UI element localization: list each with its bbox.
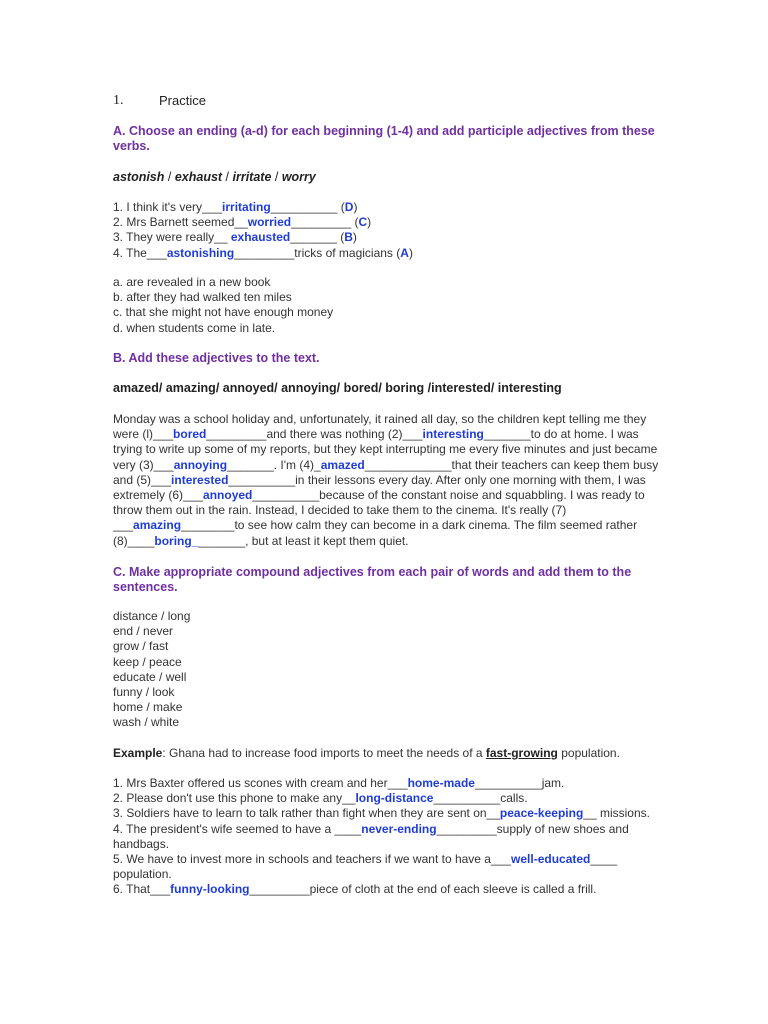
section-a-verbs: astonish / exhaust / irritate / worry [113,170,316,184]
item-text: _______ ( [290,230,345,245]
text-segment: _______, but at least it kept them quiet. [198,533,409,548]
text-segment: _________supply of new shoes and [436,821,629,836]
item-text: 2. Mrs Barnett seemed__ [113,215,248,230]
section-a-items [113,200,703,261]
text-segment: _______to do at home. I was [483,427,639,442]
answer: worried [247,215,292,230]
item-text: 3. They were really__ [113,230,231,245]
section-b-word-list: amazed/ amazing/ annoyed/ annoying/ bored/ boring /interested/ interesting [113,381,562,395]
text-segment: population. [113,867,172,882]
text-segment: very (3)___ [113,457,174,472]
word-pair: educate / well [113,669,187,684]
exercise-item [113,230,703,245]
answer: amazing [133,518,182,533]
paragraph-line [113,518,698,533]
text-segment: extremely (6)___ [113,488,204,503]
answer: boring_ [154,533,199,548]
text-segment: ____ [590,852,618,867]
paragraph-line [113,503,698,518]
section-c-sentences [113,776,698,898]
text-segment: _________and there was nothing (2)___ [206,427,423,442]
text-segment: trying to write up some of my reports, but they kept interrupting me every five minutes and just became [113,442,658,457]
sentence-line [113,791,698,806]
sentence-line [113,806,698,821]
text-segment: Monday was a school holiday and, unfortunately, it rained all day, so the children kept telling me they [113,412,647,426]
paragraph-line [113,412,698,427]
text-segment: 6. That___ [113,882,171,897]
section-b-text [113,412,698,549]
section-a-heading: A. Choose an ending (a-d) for each beginning (1-4) and add participle adjectives from these verbs. [113,124,655,153]
answer: well-educated [511,852,591,867]
answer: never-ending [361,821,437,836]
answer: peace-keeping [499,806,584,821]
text-segment: _____________that their teachers can keep them busy [364,457,659,472]
word-pair: distance / long [113,609,191,623]
paragraph-line [113,442,698,457]
section-c-word-pairs [113,609,703,731]
text-segment: ___ [113,518,134,533]
item-text: _________ ( [291,215,359,230]
answer: exhausted [230,230,291,245]
answer: annoying [173,457,228,472]
answer: home-made [407,776,475,790]
section-title: Practice [159,93,206,108]
text-segment: _________piece of cloth at the end of each sleeve is called a frill. [249,882,597,897]
ending-item: b. after they had walked ten miles [113,290,292,305]
example-text: : Ghana had to increase food imports to meet the needs of a [162,746,486,760]
text-segment: _______. I'm (4)_ [227,457,321,472]
item-text: __________ ( [270,200,345,214]
word-pair: end / never [113,624,174,639]
item-text: _________tricks of magicians ( [234,245,401,260]
sentence-line [113,822,698,837]
answer-letter: D [344,200,354,214]
text-segment: __________calls. [433,791,528,806]
text-segment: handbags. [113,836,170,851]
word-pair: funny / look [113,685,175,700]
paragraph-line [113,473,698,488]
verb: exhaust [174,170,223,184]
word-pair: keep / peace [113,654,182,669]
sentence-line [113,867,698,882]
section-header [113,92,206,109]
section-c-heading: C. Make appropriate compound adjectives from each pair of words and add them to the sentences. [113,565,632,594]
text-segment: throw them out in the rain. Instead, I decided to take them to the cinema. It's really (7) [113,503,567,518]
sentence-line [113,882,698,897]
item-text: ) [367,215,372,230]
section-b-heading: B. Add these adjectives to the text. [113,351,320,365]
answer: irritating [222,200,271,214]
example-label: Example [113,746,163,760]
text-segment: 1. Mrs Baxter offered us scones with cream and her___ [113,776,408,790]
sentence-line [113,776,698,791]
sentence-line [113,837,698,852]
text-segment: (8)____ [113,533,155,548]
answer-letter: A [400,245,409,260]
verb: worry [281,170,316,184]
word-pair: home / make [113,700,183,715]
exercise-item [113,215,703,230]
exercise-item [113,246,703,261]
text-segment: 5. We have to invest more in schools and teachers if we want to have a___ [113,852,512,867]
verb: irritate [232,170,272,184]
ending-item: d. when students come in late. [113,320,276,335]
answer: interested [171,472,229,487]
item-text: 4. The___ [113,245,167,260]
text-segment: __________because of the constant noise and squabbling. I was ready to [252,488,645,503]
word-pair: wash / white [113,715,180,730]
answer: annoyed [203,488,253,503]
item-text: ) [353,200,358,214]
text-segment: were (l)___ [113,427,174,442]
answer: bored [173,427,207,442]
paragraph-line [113,458,698,473]
answer: amazed [320,457,365,472]
text-segment: 2. Please don't use this phone to make any__ [113,791,356,806]
example-answer: fast-growing [485,746,558,760]
section-number: 1. [113,93,124,108]
item-text: 1. I think it's very___ [113,200,223,214]
text-segment: 4. The president's wife seemed to have a ____ [113,821,362,836]
example-text: population. [557,746,620,760]
text-segment: ________to see how calm they can become in a dark cinema. The film seemed rather [181,518,638,533]
paragraph-line [113,534,698,549]
answer: long-distance [355,791,434,806]
verb: astonish [113,170,165,184]
paragraph-line [113,488,698,503]
text-segment: 3. Soldiers have to learn to talk rather than fight when they are sent on__ [113,806,500,821]
answer-letter: B [344,230,353,245]
answer: astonishing [166,245,235,260]
sentence-line [113,852,698,867]
paragraph-line [113,427,698,442]
answer: funny-looking [170,882,250,897]
ending-item: a. are revealed in a new book [113,275,271,289]
item-text: ) [352,230,357,245]
text-segment: __________jam. [474,776,565,790]
section-a-endings [113,275,703,336]
ending-item: c. that she might not have enough money [113,305,334,320]
answer: interesting [422,427,484,442]
text-segment: __ missions. [583,806,650,821]
item-text: ) [408,245,413,260]
text-segment: __________in their lessons every day. After only one morning with them, I was [228,472,646,487]
exercise-item [113,200,703,215]
text-segment: and (5)___ [113,472,172,487]
answer-letter: C [358,215,368,230]
word-pair: grow / fast [113,639,169,654]
section-c-example [113,746,703,761]
